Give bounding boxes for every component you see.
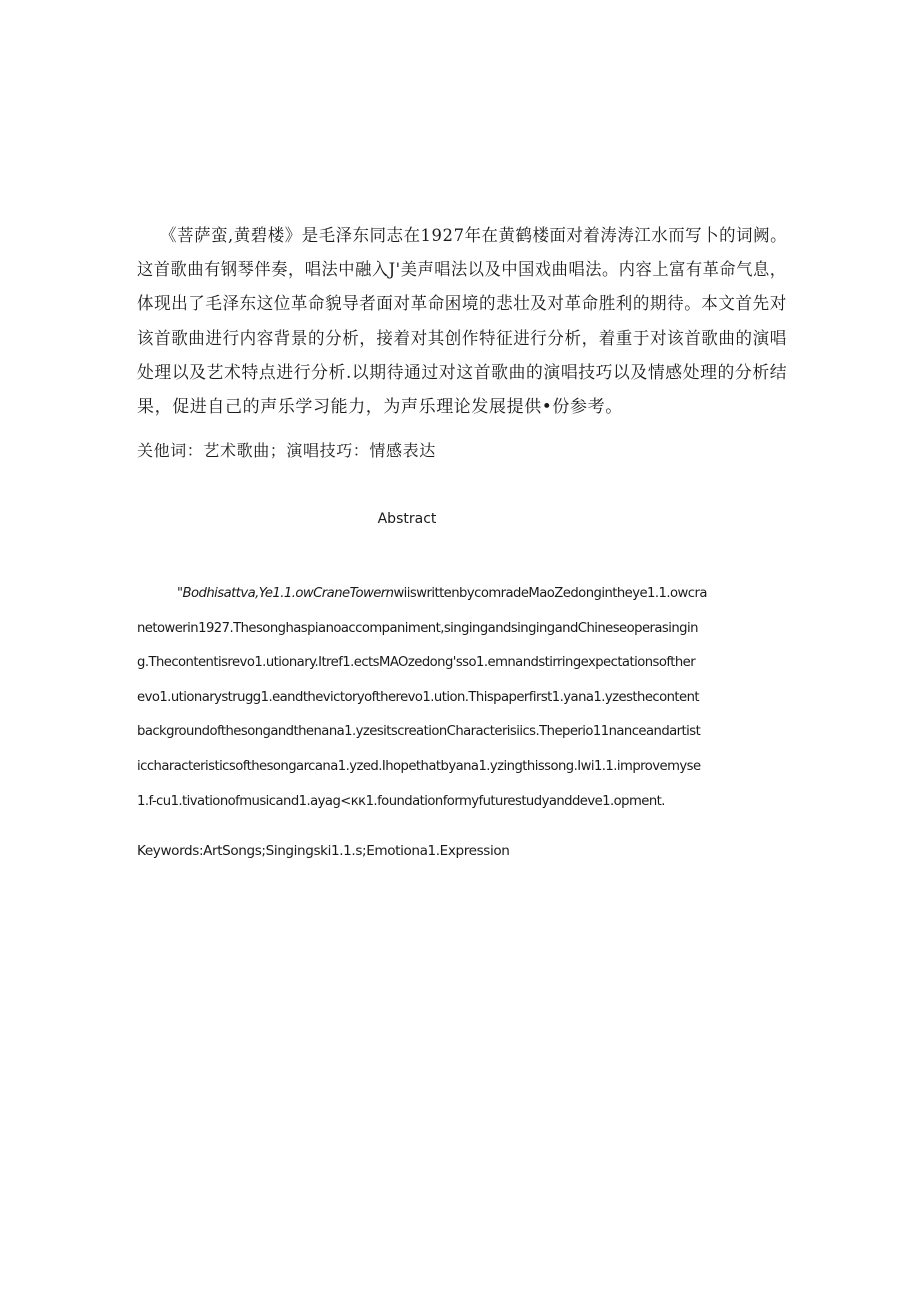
chinese-abstract-line: 该首歌曲进行内容背景的分析，接着对其创作特征进行分析，着重于对该首歌曲的演唱: [137, 328, 787, 349]
english-abstract-line: [137, 577, 787, 612]
chinese-abstract: [137, 219, 787, 424]
chinese-abstract-line: 体现出了毛泽东这位革命貌导者面对革命困境的悲壮及对革命胜利的期待。本文首先对: [137, 294, 787, 315]
chinese-abstract-line: 这首歌曲有钢琴伴奏，唱法中融入J'美声唱法以及中国戏曲唱法。内容上富有革命气息，: [137, 260, 787, 281]
chinese-keywords: 关他词：艺术歌曲；演唱技巧：情感表达: [137, 441, 436, 460]
english-abstract-line: iccharacteristicsofthesongarcana1.yzed.Ihopethatbyana1.yzingthissong.Iwi1.1.improvemyse: [137, 758, 701, 774]
chinese-abstract-line: 果，促进自己的声乐学习能力，为声乐理论发展提供•份参考。: [137, 397, 623, 418]
english-abstract-line: evo1.utionarystrugg1.eandthevictoryoftherevo1.ution.Thispaperfirst1.yana1.yzesthecontent: [137, 689, 700, 705]
chinese-abstract-line: 处理以及艺术特点进行分析.以期待通过对这首歌曲的演唱技巧以及情感处理的分析结: [137, 362, 788, 383]
english-abstract-line-rest: wiiswrittenbycomradeMaoZedongintheye1.1.owcra: [393, 586, 707, 601]
english-abstract-title-quote: "Bodhisattva,Ye1.1.owCraneTowern: [177, 586, 394, 601]
english-abstract-line: 1.f-cu1.tivationofmusicand1.ayag<кк1.foundationformyfuturestudyanddeve1.opment.: [137, 793, 665, 809]
chinese-abstract-line: 《菩萨蛮,黄碧楼》是毛泽东同志在1927年在黄鹤楼面对着涛涛江水而写卜的词阙。: [160, 226, 788, 246]
english-abstract-line: backgroundofthesongandthenana1.yzesitscreationCharacterisiics.Theperio11nanceandartist: [137, 724, 701, 740]
english-keywords: Keywords:ArtSongs;Singingski1.1.s;Emotiona1.Expression: [137, 843, 510, 859]
english-abstract-line: netowerin1927.Thesonghaspianoaccompaniment,singingandsingingandChineseoperasingin: [137, 620, 698, 636]
english-abstract: [137, 577, 787, 819]
english-abstract-line: g.Thecontentisrevo1.utionary.Itref1.ectsMAOzedong'sso1.emnandstirringexpectationsofther: [137, 655, 696, 671]
abstract-heading: Abstract: [377, 511, 437, 527]
